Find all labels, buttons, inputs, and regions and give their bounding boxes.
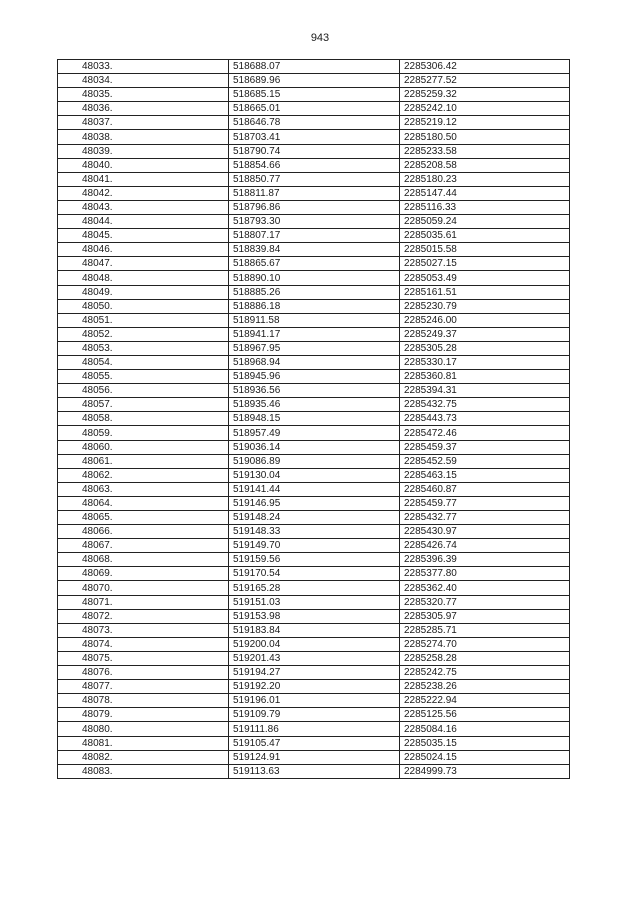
y-coordinate-cell: 2285219.12 <box>400 116 570 130</box>
table-row <box>58 666 570 680</box>
point-id-cell: 48070. <box>58 581 229 595</box>
table-row <box>58 313 570 327</box>
point-id-cell: 48079. <box>58 708 229 722</box>
x-coordinate-cell: 519196.01 <box>229 694 400 708</box>
y-coordinate-cell: 2285242.75 <box>400 666 570 680</box>
table-row <box>58 215 570 229</box>
table-row <box>58 299 570 313</box>
y-coordinate-cell: 2285426.74 <box>400 539 570 553</box>
point-id-cell: 48073. <box>58 623 229 637</box>
x-coordinate-cell: 518890.10 <box>229 271 400 285</box>
x-coordinate-cell: 518796.86 <box>229 200 400 214</box>
y-coordinate-cell: 2285180.23 <box>400 172 570 186</box>
y-coordinate-cell: 2285116.33 <box>400 200 570 214</box>
x-coordinate-cell: 518688.07 <box>229 60 400 74</box>
y-coordinate-cell: 2285277.52 <box>400 74 570 88</box>
y-coordinate-cell: 2285015.58 <box>400 243 570 257</box>
y-coordinate-cell: 2285125.56 <box>400 708 570 722</box>
y-coordinate-cell: 2285452.59 <box>400 454 570 468</box>
x-coordinate-cell: 519194.27 <box>229 666 400 680</box>
table-row <box>58 186 570 200</box>
table-row <box>58 172 570 186</box>
table-row <box>58 680 570 694</box>
point-id-cell: 48034. <box>58 74 229 88</box>
table-row <box>58 750 570 764</box>
x-coordinate-cell: 518886.18 <box>229 299 400 313</box>
table-row <box>58 736 570 750</box>
y-coordinate-cell: 2285259.32 <box>400 88 570 102</box>
table-row <box>58 525 570 539</box>
x-coordinate-cell: 518685.15 <box>229 88 400 102</box>
x-coordinate-cell: 518854.66 <box>229 158 400 172</box>
y-coordinate-cell: 2285258.28 <box>400 651 570 665</box>
y-coordinate-cell: 2285460.87 <box>400 482 570 496</box>
point-id-cell: 48041. <box>58 172 229 186</box>
y-coordinate-cell: 2285230.79 <box>400 299 570 313</box>
point-id-cell: 48047. <box>58 257 229 271</box>
point-id-cell: 48044. <box>58 215 229 229</box>
x-coordinate-cell: 518945.96 <box>229 370 400 384</box>
y-coordinate-cell: 2285285.71 <box>400 623 570 637</box>
x-coordinate-cell: 519200.04 <box>229 637 400 651</box>
table-row <box>58 637 570 651</box>
x-coordinate-cell: 518885.26 <box>229 285 400 299</box>
point-id-cell: 48054. <box>58 355 229 369</box>
x-coordinate-cell: 519124.91 <box>229 750 400 764</box>
table-row <box>58 327 570 341</box>
x-coordinate-cell: 519170.54 <box>229 567 400 581</box>
x-coordinate-cell: 519148.33 <box>229 525 400 539</box>
y-coordinate-cell: 2285463.15 <box>400 468 570 482</box>
y-coordinate-cell: 2285443.73 <box>400 412 570 426</box>
x-coordinate-cell: 518957.49 <box>229 426 400 440</box>
x-coordinate-cell: 519111.86 <box>229 722 400 736</box>
y-coordinate-cell: 2285394.31 <box>400 384 570 398</box>
point-id-cell: 48045. <box>58 229 229 243</box>
x-coordinate-cell: 518941.17 <box>229 327 400 341</box>
table-row <box>58 285 570 299</box>
point-id-cell: 48082. <box>58 750 229 764</box>
x-coordinate-cell: 519086.89 <box>229 454 400 468</box>
table-row <box>58 482 570 496</box>
table-row <box>58 341 570 355</box>
point-id-cell: 48039. <box>58 144 229 158</box>
table-row <box>58 496 570 510</box>
y-coordinate-cell: 2285242.10 <box>400 102 570 116</box>
point-id-cell: 48040. <box>58 158 229 172</box>
x-coordinate-cell: 519151.03 <box>229 595 400 609</box>
y-coordinate-cell: 2285274.70 <box>400 637 570 651</box>
x-coordinate-cell: 518703.41 <box>229 130 400 144</box>
table-row <box>58 553 570 567</box>
table-row <box>58 384 570 398</box>
table-row <box>58 355 570 369</box>
y-coordinate-cell: 2285084.16 <box>400 722 570 736</box>
x-coordinate-cell: 518646.78 <box>229 116 400 130</box>
x-coordinate-cell: 519183.84 <box>229 623 400 637</box>
coordinates-table <box>57 59 570 779</box>
point-id-cell: 48067. <box>58 539 229 553</box>
table-row <box>58 88 570 102</box>
y-coordinate-cell: 2285024.15 <box>400 750 570 764</box>
y-coordinate-cell: 2285305.28 <box>400 341 570 355</box>
table-row <box>58 200 570 214</box>
table-row <box>58 243 570 257</box>
table-row <box>58 454 570 468</box>
x-coordinate-cell: 519159.56 <box>229 553 400 567</box>
point-id-cell: 48071. <box>58 595 229 609</box>
table-row <box>58 722 570 736</box>
y-coordinate-cell: 2285360.81 <box>400 370 570 384</box>
y-coordinate-cell: 2285306.42 <box>400 60 570 74</box>
y-coordinate-cell: 2285396.39 <box>400 553 570 567</box>
y-coordinate-cell: 2285377.80 <box>400 567 570 581</box>
point-id-cell: 48063. <box>58 482 229 496</box>
x-coordinate-cell: 518790.74 <box>229 144 400 158</box>
table-row <box>58 74 570 88</box>
y-coordinate-cell: 2285432.75 <box>400 398 570 412</box>
x-coordinate-cell: 519149.70 <box>229 539 400 553</box>
point-id-cell: 48033. <box>58 60 229 74</box>
table-row <box>58 144 570 158</box>
point-id-cell: 48046. <box>58 243 229 257</box>
x-coordinate-cell: 519109.79 <box>229 708 400 722</box>
y-coordinate-cell: 2285027.15 <box>400 257 570 271</box>
y-coordinate-cell: 2285035.61 <box>400 229 570 243</box>
point-id-cell: 48064. <box>58 496 229 510</box>
y-coordinate-cell: 2285238.26 <box>400 680 570 694</box>
y-coordinate-cell: 2285233.58 <box>400 144 570 158</box>
x-coordinate-cell: 519165.28 <box>229 581 400 595</box>
coordinates-table-body <box>58 60 570 779</box>
x-coordinate-cell: 519192.20 <box>229 680 400 694</box>
table-row <box>58 567 570 581</box>
x-coordinate-cell: 519201.43 <box>229 651 400 665</box>
y-coordinate-cell: 2285059.24 <box>400 215 570 229</box>
point-id-cell: 48059. <box>58 426 229 440</box>
point-id-cell: 48069. <box>58 567 229 581</box>
point-id-cell: 48077. <box>58 680 229 694</box>
page-number: 943 <box>310 32 330 44</box>
table-row <box>58 511 570 525</box>
y-coordinate-cell: 2285035.15 <box>400 736 570 750</box>
y-coordinate-cell: 2285305.97 <box>400 609 570 623</box>
point-id-cell: 48056. <box>58 384 229 398</box>
point-id-cell: 48065. <box>58 511 229 525</box>
point-id-cell: 48052. <box>58 327 229 341</box>
y-coordinate-cell: 2285246.00 <box>400 313 570 327</box>
point-id-cell: 48060. <box>58 440 229 454</box>
x-coordinate-cell: 519141.44 <box>229 482 400 496</box>
table-row <box>58 116 570 130</box>
point-id-cell: 48057. <box>58 398 229 412</box>
x-coordinate-cell: 519113.63 <box>229 764 400 778</box>
x-coordinate-cell: 518850.77 <box>229 172 400 186</box>
table-row <box>58 158 570 172</box>
y-coordinate-cell: 2285320.77 <box>400 595 570 609</box>
y-coordinate-cell: 2285249.37 <box>400 327 570 341</box>
x-coordinate-cell: 518968.94 <box>229 355 400 369</box>
x-coordinate-cell: 518967.95 <box>229 341 400 355</box>
table-row <box>58 102 570 116</box>
point-id-cell: 48074. <box>58 637 229 651</box>
table-row <box>58 623 570 637</box>
point-id-cell: 48042. <box>58 186 229 200</box>
x-coordinate-cell: 518689.96 <box>229 74 400 88</box>
y-coordinate-cell: 2285459.77 <box>400 496 570 510</box>
y-coordinate-cell: 2285472.46 <box>400 426 570 440</box>
table-row <box>58 370 570 384</box>
y-coordinate-cell: 2285208.58 <box>400 158 570 172</box>
table-row <box>58 271 570 285</box>
point-id-cell: 48075. <box>58 651 229 665</box>
y-coordinate-cell: 2285161.51 <box>400 285 570 299</box>
point-id-cell: 48078. <box>58 694 229 708</box>
y-coordinate-cell: 2285180.50 <box>400 130 570 144</box>
point-id-cell: 48049. <box>58 285 229 299</box>
point-id-cell: 48080. <box>58 722 229 736</box>
x-coordinate-cell: 518936.56 <box>229 384 400 398</box>
point-id-cell: 48036. <box>58 102 229 116</box>
x-coordinate-cell: 518793.30 <box>229 215 400 229</box>
x-coordinate-cell: 519153.98 <box>229 609 400 623</box>
table-row <box>58 257 570 271</box>
y-coordinate-cell: 2285147.44 <box>400 186 570 200</box>
y-coordinate-cell: 2285432.77 <box>400 511 570 525</box>
x-coordinate-cell: 518839.84 <box>229 243 400 257</box>
point-id-cell: 48043. <box>58 200 229 214</box>
y-coordinate-cell: 2285459.37 <box>400 440 570 454</box>
table-row <box>58 651 570 665</box>
point-id-cell: 48050. <box>58 299 229 313</box>
point-id-cell: 48037. <box>58 116 229 130</box>
point-id-cell: 48081. <box>58 736 229 750</box>
x-coordinate-cell: 519105.47 <box>229 736 400 750</box>
y-coordinate-cell: 2285362.40 <box>400 581 570 595</box>
x-coordinate-cell: 518811.87 <box>229 186 400 200</box>
table-row <box>58 581 570 595</box>
table-row <box>58 468 570 482</box>
y-coordinate-cell: 2285053.49 <box>400 271 570 285</box>
point-id-cell: 48035. <box>58 88 229 102</box>
table-row <box>58 130 570 144</box>
point-id-cell: 48048. <box>58 271 229 285</box>
x-coordinate-cell: 518911.58 <box>229 313 400 327</box>
table-row <box>58 595 570 609</box>
point-id-cell: 48083. <box>58 764 229 778</box>
table-row <box>58 708 570 722</box>
table-row <box>58 694 570 708</box>
point-id-cell: 48066. <box>58 525 229 539</box>
point-id-cell: 48062. <box>58 468 229 482</box>
table-row <box>58 539 570 553</box>
y-coordinate-cell: 2285330.17 <box>400 355 570 369</box>
table-row <box>58 412 570 426</box>
point-id-cell: 48058. <box>58 412 229 426</box>
point-id-cell: 48038. <box>58 130 229 144</box>
point-id-cell: 48061. <box>58 454 229 468</box>
x-coordinate-cell: 518807.17 <box>229 229 400 243</box>
x-coordinate-cell: 518865.67 <box>229 257 400 271</box>
table-row <box>58 60 570 74</box>
x-coordinate-cell: 519146.95 <box>229 496 400 510</box>
point-id-cell: 48051. <box>58 313 229 327</box>
y-coordinate-cell: 2285222.94 <box>400 694 570 708</box>
x-coordinate-cell: 518665.01 <box>229 102 400 116</box>
point-id-cell: 48055. <box>58 370 229 384</box>
table-row <box>58 426 570 440</box>
table-row <box>58 398 570 412</box>
x-coordinate-cell: 519130.04 <box>229 468 400 482</box>
y-coordinate-cell: 2284999.73 <box>400 764 570 778</box>
table-row <box>58 609 570 623</box>
x-coordinate-cell: 518948.15 <box>229 412 400 426</box>
table-row <box>58 229 570 243</box>
x-coordinate-cell: 519148.24 <box>229 511 400 525</box>
point-id-cell: 48068. <box>58 553 229 567</box>
point-id-cell: 48076. <box>58 666 229 680</box>
table-row <box>58 440 570 454</box>
table-row <box>58 764 570 778</box>
x-coordinate-cell: 518935.46 <box>229 398 400 412</box>
point-id-cell: 48072. <box>58 609 229 623</box>
x-coordinate-cell: 519036.14 <box>229 440 400 454</box>
point-id-cell: 48053. <box>58 341 229 355</box>
y-coordinate-cell: 2285430.97 <box>400 525 570 539</box>
